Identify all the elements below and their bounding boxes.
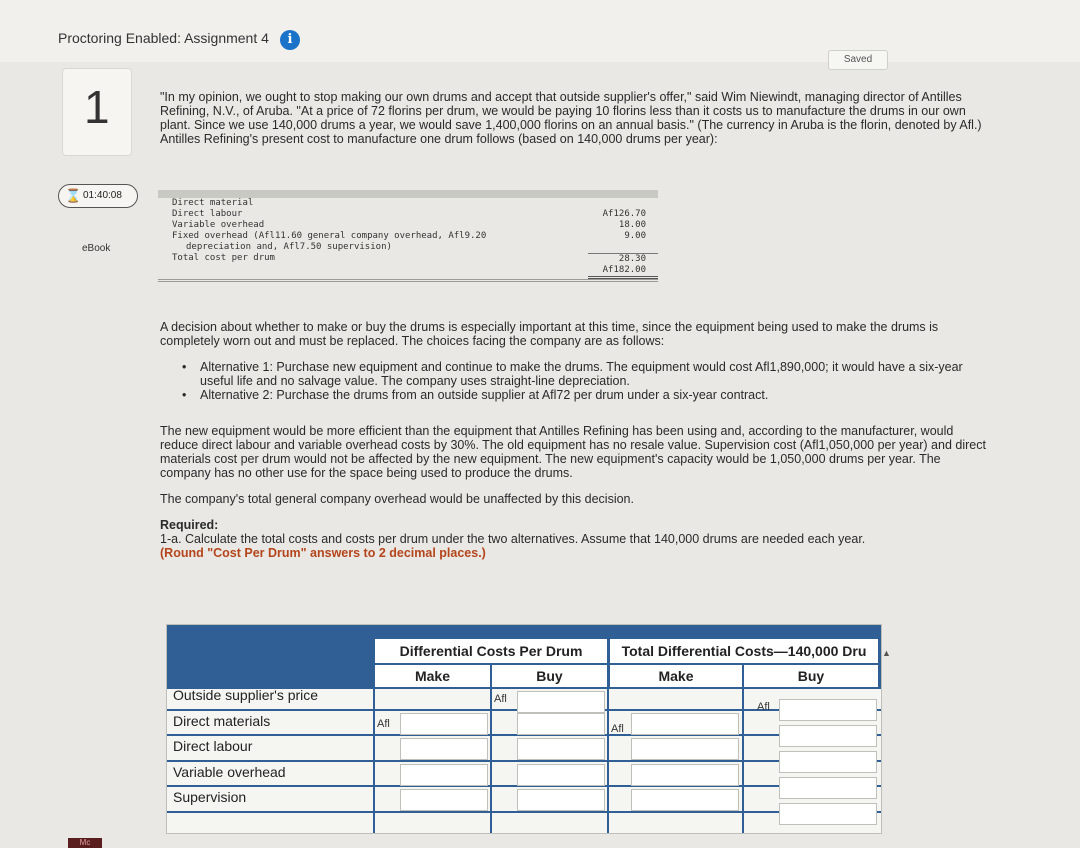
- make-total-supervision-input[interactable]: [631, 789, 739, 811]
- overhead-note: The company's total general company overhead would be unaffected by this decision.: [160, 492, 634, 506]
- make-total-overhead-input[interactable]: [631, 764, 739, 786]
- list-item: • Alternative 2: Purchase the drums from an outside supplier at Afl72 per drum under a six-year contract.: [196, 388, 990, 402]
- row-label-direct-labour: Direct labour: [173, 738, 253, 754]
- cost-table: [158, 190, 658, 282]
- problem-content-lower: [160, 320, 990, 560]
- currency-label: Afl: [757, 701, 770, 713]
- cost-label: Direct labour: [172, 209, 243, 219]
- decision-paragraph: A decision about whether to make or buy the drums is especially important at this time, since the equipment being used to make the drums is completely worn out and must be replaced. The choices facing the company are as follows:: [160, 320, 939, 348]
- requirement-text: 1-a. Calculate the total costs and costs per drum under the two alternatives. Assume that 140,000 drums are needed each year.: [160, 532, 866, 546]
- column-group-per-drum: Differential Costs Per Drum: [375, 639, 607, 663]
- column-header-buy: Buy: [492, 665, 607, 687]
- buy-total-materials-input[interactable]: [779, 725, 877, 747]
- cost-row: [158, 253, 658, 265]
- rounding-note: (Round "Cost Per Drum" answers to 2 decimal places.): [160, 546, 486, 560]
- efficiency-paragraph: The new equipment would be more efficient than the equipment that Antilles Refining has been using and, according to the manufacturer, would reduce direct labour and variable overhead costs by 30%. The old equipment has no resale value. Supervision cost (Afl1,050,000 per year) and direct materials cost per drum would not be affected by the new equipment. The new equipment's capacity would be 1,050,000 drums per year. The company has no other use for the space being used to produce the drums.: [160, 424, 986, 480]
- buy-total-overhead-input[interactable]: [779, 777, 877, 799]
- buy-total-price-input[interactable]: [779, 699, 877, 721]
- currency-label: Afl: [377, 718, 390, 730]
- row-label-outside-price: Outside supplier's price: [173, 687, 319, 703]
- cost-label: Variable overhead: [172, 220, 265, 230]
- ebook-link[interactable]: eBook: [82, 243, 111, 254]
- answer-table: [166, 624, 882, 834]
- required-heading: Required:: [160, 518, 219, 532]
- buy-total-labour-input[interactable]: [779, 751, 877, 773]
- column-header-buy-total: Buy: [744, 665, 878, 687]
- cost-value: 28.30: [588, 253, 658, 265]
- make-materials-input[interactable]: [400, 713, 488, 735]
- row-label-direct-materials: Direct materials: [173, 713, 271, 729]
- info-icon[interactable]: i: [280, 30, 300, 50]
- alternatives-list: [196, 360, 990, 402]
- problem-content: [160, 90, 990, 158]
- buy-price-input[interactable]: [517, 691, 605, 713]
- currency-label: Afl: [494, 693, 507, 705]
- buy-labour-input[interactable]: [517, 738, 605, 760]
- cost-label: Fixed overhead (Afl11.60 general company overhead, Afl9.20: [172, 231, 487, 241]
- buy-overhead-input[interactable]: [517, 764, 605, 786]
- make-total-materials-input[interactable]: [631, 713, 739, 735]
- cost-row: [158, 209, 658, 220]
- make-total-labour-input[interactable]: [631, 738, 739, 760]
- saved-status-badge: Saved: [828, 50, 888, 70]
- timer-value: 01:40:08: [83, 190, 122, 201]
- make-supervision-input[interactable]: [400, 789, 488, 811]
- currency-label: Afl: [611, 723, 624, 735]
- cost-row: [158, 220, 658, 231]
- cost-value: 9.00: [624, 231, 646, 241]
- cost-value: [588, 242, 658, 253]
- intro-paragraph: "In my opinion, we ought to stop making our own drums and accept that outside supplier's offer," said Wim Niewindt, managing director of Antilles Refining, N.V., of Aruba. "At a price of 72 florins per drum, we would be paying 10 florins less than it costs us to manufacture the drums in our own plant. Since we use 140,000 drums a year, we would save 1,400,000 florins on an annual basis." (The currency in Aruba is the florin, denoted by Afl.) Antilles Refining's present cost to manufacture one drum follows (based on 140,000 drums per year):: [160, 90, 982, 146]
- cost-row: [158, 265, 658, 279]
- mc-badge: Mc: [68, 838, 102, 848]
- cost-value: Af126.70: [602, 209, 646, 219]
- cost-row: [158, 242, 658, 253]
- cost-label: depreciation and, Afl7.50 supervision): [186, 242, 392, 252]
- cost-row: [158, 198, 658, 209]
- cost-value: Af182.00: [588, 265, 658, 279]
- make-labour-input[interactable]: [400, 738, 488, 760]
- cost-row: [158, 231, 658, 242]
- assignment-title: Proctoring Enabled: Assignment 4: [58, 30, 269, 46]
- column-group-total: Total Differential Costs—140,000 Dru: [610, 639, 878, 663]
- list-item: • Alternative 1: Purchase new equipment and continue to make the drums. The equipment would cost Afl1,890,000; it would have a six-year useful life and no salvage value. The company uses straight-line depreciation.: [196, 360, 990, 388]
- column-header-make: Make: [375, 665, 490, 687]
- answer-table-header: [167, 625, 881, 689]
- hourglass-icon: ⌛: [65, 188, 82, 203]
- scroll-up-icon[interactable]: ▲: [882, 648, 891, 658]
- row-label-supervision: Supervision: [173, 789, 247, 805]
- question-number: 1: [84, 81, 110, 133]
- row-label-variable-overhead: Variable overhead: [173, 764, 286, 780]
- cost-label: Total cost per drum: [172, 253, 275, 263]
- make-overhead-input[interactable]: [400, 764, 488, 786]
- cost-value: [588, 198, 658, 209]
- buy-total-supervision-input[interactable]: [779, 803, 877, 825]
- timer-badge: [58, 184, 138, 208]
- cost-value: 18.00: [618, 220, 646, 230]
- cost-label: [172, 265, 588, 279]
- buy-materials-input[interactable]: [517, 713, 605, 735]
- column-header-make-total: Make: [610, 665, 742, 687]
- buy-supervision-input[interactable]: [517, 789, 605, 811]
- cost-label: Direct material: [172, 198, 254, 208]
